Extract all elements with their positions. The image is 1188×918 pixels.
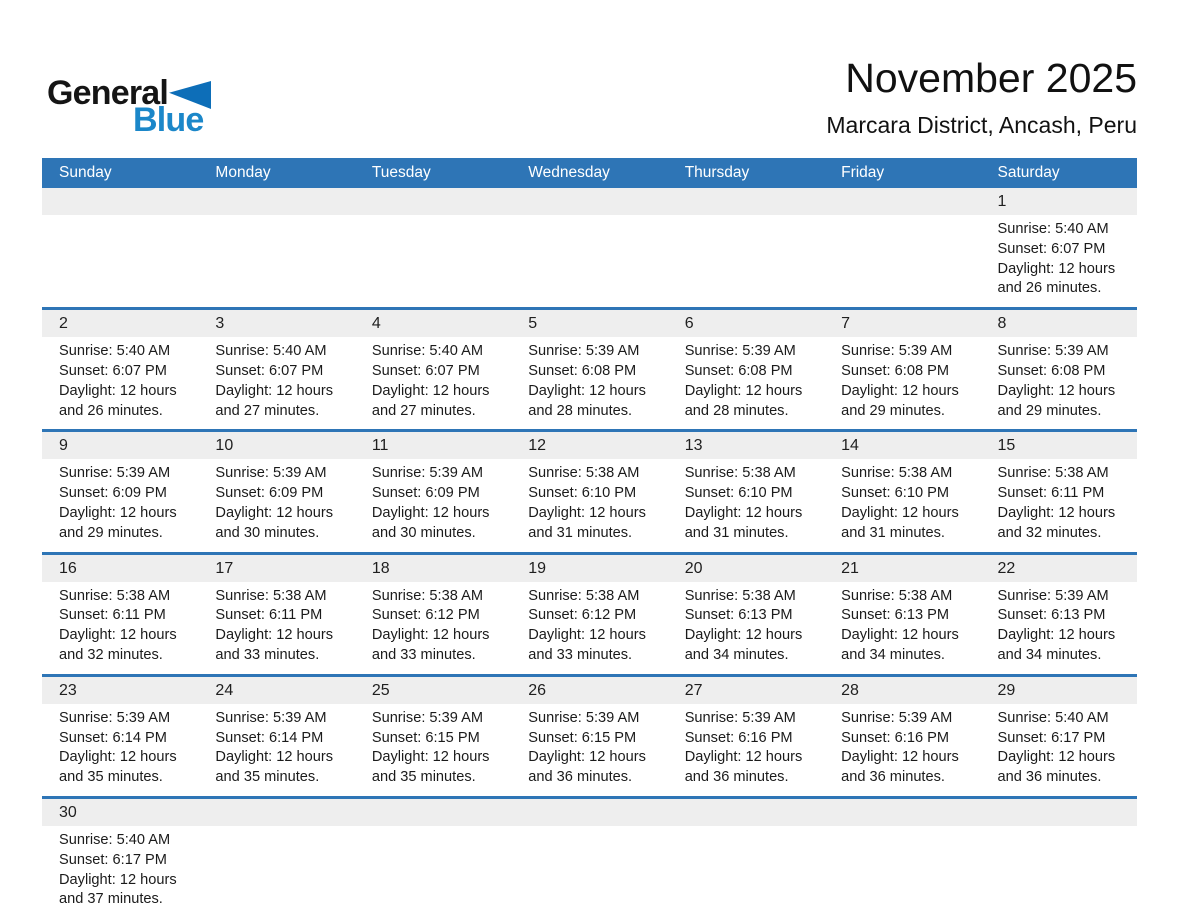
sunset-text: Sunset: 6:14 PM xyxy=(59,729,167,746)
day-details xyxy=(668,826,824,839)
day-details xyxy=(668,459,824,551)
day-cell-19 xyxy=(511,555,667,674)
day-cell-25 xyxy=(355,677,511,796)
empty-cell xyxy=(198,188,354,307)
day-cell-24 xyxy=(198,677,354,796)
empty-cell xyxy=(511,188,667,307)
weekday-header-saturday: Saturday xyxy=(997,164,1060,181)
day-details xyxy=(42,215,198,228)
day-number xyxy=(824,799,980,826)
sunrise-text: Sunrise: 5:38 AM xyxy=(371,587,483,604)
day-cell-27 xyxy=(668,677,824,796)
sunset-text: Sunset: 6:15 PM xyxy=(528,729,637,746)
day-details xyxy=(981,459,1137,551)
sunrise-text: Sunrise: 5:39 AM xyxy=(684,709,796,726)
sunset-text: Sunset: 6:10 PM xyxy=(684,485,793,502)
day-number: 1 xyxy=(981,188,1137,215)
day-details xyxy=(355,704,511,796)
sunset-text: Sunset: 6:07 PM xyxy=(997,240,1106,257)
daylight-text: Daylight: 12 hours and 27 minutes. xyxy=(371,382,490,419)
day-number: 11 xyxy=(355,432,511,459)
sunrise-text: Sunrise: 5:38 AM xyxy=(215,587,327,604)
day-details xyxy=(981,215,1137,307)
daylight-text: Daylight: 12 hours and 33 minutes. xyxy=(371,627,490,663)
day-number xyxy=(668,799,824,826)
daylight-text: Daylight: 12 hours and 31 minutes. xyxy=(841,504,959,541)
day-number: 13 xyxy=(668,432,824,459)
sunset-text: Sunset: 6:09 PM xyxy=(371,485,480,502)
daylight-text: Daylight: 12 hours and 36 minutes. xyxy=(684,749,803,786)
day-number: 16 xyxy=(42,555,198,582)
sunrise-text: Sunrise: 5:39 AM xyxy=(371,465,483,482)
day-number: 15 xyxy=(981,432,1137,459)
day-number: 29 xyxy=(981,677,1137,704)
day-number: 6 xyxy=(668,310,824,337)
day-details xyxy=(511,215,667,228)
daylight-text: Daylight: 12 hours and 37 minutes. xyxy=(59,871,177,908)
sunrise-text: Sunrise: 5:39 AM xyxy=(841,709,953,726)
day-details xyxy=(824,826,980,839)
week-row-3 xyxy=(42,429,1137,551)
daylight-text: Daylight: 12 hours and 31 minutes. xyxy=(684,504,803,541)
sunrise-text: Sunrise: 5:40 AM xyxy=(215,343,327,360)
day-number: 3 xyxy=(198,310,354,337)
day-details xyxy=(511,826,667,839)
day-cell-8 xyxy=(981,310,1137,429)
sunrise-text: Sunrise: 5:38 AM xyxy=(59,587,171,604)
day-number xyxy=(355,188,511,215)
day-number: 30 xyxy=(42,799,198,826)
day-details xyxy=(824,582,980,674)
day-number: 22 xyxy=(981,555,1137,582)
daylight-text: Daylight: 12 hours and 36 minutes. xyxy=(528,749,646,786)
day-details xyxy=(668,582,824,674)
day-cell-16 xyxy=(42,555,198,674)
weekday-header-row xyxy=(42,158,1137,188)
day-details xyxy=(42,704,198,796)
sunset-text: Sunset: 6:08 PM xyxy=(528,362,637,379)
day-number xyxy=(511,799,667,826)
day-details xyxy=(824,215,980,228)
daylight-text: Daylight: 12 hours and 26 minutes. xyxy=(59,382,177,419)
sunrise-text: Sunrise: 5:38 AM xyxy=(841,587,953,604)
empty-cell xyxy=(668,799,824,918)
empty-cell xyxy=(42,188,198,307)
day-details xyxy=(668,215,824,228)
sunrise-text: Sunrise: 5:38 AM xyxy=(684,465,796,482)
day-cell-2 xyxy=(42,310,198,429)
day-details xyxy=(668,337,824,429)
empty-cell xyxy=(198,799,354,918)
daylight-text: Daylight: 12 hours and 30 minutes. xyxy=(371,504,490,541)
day-number xyxy=(198,188,354,215)
day-details xyxy=(981,582,1137,674)
day-number xyxy=(198,799,354,826)
sunrise-text: Sunrise: 5:38 AM xyxy=(684,587,796,604)
day-details xyxy=(981,826,1137,839)
sunset-text: Sunset: 6:07 PM xyxy=(215,362,324,379)
day-number xyxy=(668,188,824,215)
day-number: 8 xyxy=(981,310,1137,337)
daylight-text: Daylight: 12 hours and 36 minutes. xyxy=(841,749,959,786)
sunrise-text: Sunrise: 5:38 AM xyxy=(841,465,953,482)
day-number xyxy=(981,799,1137,826)
day-number: 9 xyxy=(42,432,198,459)
sunrise-text: Sunrise: 5:39 AM xyxy=(215,709,327,726)
day-number xyxy=(511,188,667,215)
empty-cell xyxy=(824,188,980,307)
day-details xyxy=(981,337,1137,429)
day-details xyxy=(355,215,511,228)
calendar xyxy=(42,158,1137,918)
day-number: 5 xyxy=(511,310,667,337)
daylight-text: Daylight: 12 hours and 28 minutes. xyxy=(528,382,646,419)
day-cell-17 xyxy=(198,555,354,674)
day-number: 20 xyxy=(668,555,824,582)
day-number: 28 xyxy=(824,677,980,704)
empty-cell xyxy=(355,799,511,918)
empty-cell xyxy=(355,188,511,307)
day-cell-28 xyxy=(824,677,980,796)
sunset-text: Sunset: 6:09 PM xyxy=(215,485,324,502)
daylight-text: Daylight: 12 hours and 31 minutes. xyxy=(528,504,646,541)
daylight-text: Daylight: 12 hours and 29 minutes. xyxy=(841,382,959,419)
day-details xyxy=(355,459,511,551)
sunrise-text: Sunrise: 5:39 AM xyxy=(997,343,1109,360)
sunrise-text: Sunrise: 5:39 AM xyxy=(528,343,640,360)
day-number: 24 xyxy=(198,677,354,704)
logo xyxy=(47,76,211,137)
sunrise-text: Sunrise: 5:40 AM xyxy=(997,221,1109,237)
week-row-1 xyxy=(42,188,1137,307)
week-row-4 xyxy=(42,552,1137,674)
day-cell-5 xyxy=(511,310,667,429)
sunset-text: Sunset: 6:07 PM xyxy=(371,362,480,379)
day-number: 4 xyxy=(355,310,511,337)
day-details xyxy=(824,459,980,551)
day-details xyxy=(511,337,667,429)
day-number: 17 xyxy=(198,555,354,582)
day-details xyxy=(198,337,354,429)
location-subtitle: Marcara District, Ancash, Peru xyxy=(826,112,1137,139)
day-details xyxy=(355,337,511,429)
day-cell-7 xyxy=(824,310,980,429)
day-details xyxy=(511,704,667,796)
weekday-header-tuesday: Tuesday xyxy=(371,164,431,181)
day-number: 25 xyxy=(355,677,511,704)
day-details xyxy=(42,459,198,551)
day-cell-26 xyxy=(511,677,667,796)
day-details xyxy=(824,704,980,796)
day-details xyxy=(198,826,354,839)
title-block xyxy=(826,57,1137,139)
daylight-text: Daylight: 12 hours and 32 minutes. xyxy=(997,504,1116,541)
sunset-text: Sunset: 6:16 PM xyxy=(841,729,950,746)
day-number xyxy=(42,188,198,215)
day-number: 12 xyxy=(511,432,667,459)
month-title: November 2025 xyxy=(845,55,1137,101)
sunset-text: Sunset: 6:11 PM xyxy=(997,485,1105,502)
day-details xyxy=(668,704,824,796)
sunrise-text: Sunrise: 5:39 AM xyxy=(215,465,327,482)
sunset-text: Sunset: 6:13 PM xyxy=(841,607,950,624)
sunset-text: Sunset: 6:08 PM xyxy=(841,362,950,379)
day-details xyxy=(42,582,198,674)
weekday-header-friday: Friday xyxy=(841,164,885,181)
day-details xyxy=(355,582,511,674)
sunrise-text: Sunrise: 5:40 AM xyxy=(59,343,171,360)
day-details xyxy=(198,704,354,796)
day-number: 14 xyxy=(824,432,980,459)
day-details xyxy=(42,826,198,918)
daylight-text: Daylight: 12 hours and 34 minutes. xyxy=(997,627,1116,663)
day-details xyxy=(824,337,980,429)
sunrise-text: Sunrise: 5:39 AM xyxy=(997,587,1109,604)
weekday-header-thursday: Thursday xyxy=(684,164,750,181)
day-cell-6 xyxy=(668,310,824,429)
empty-cell xyxy=(824,799,980,918)
daylight-text: Daylight: 12 hours and 27 minutes. xyxy=(215,382,334,419)
day-number xyxy=(355,799,511,826)
day-number: 18 xyxy=(355,555,511,582)
sunrise-text: Sunrise: 5:39 AM xyxy=(371,709,483,726)
weekday-header-monday: Monday xyxy=(215,164,271,181)
week-row-2 xyxy=(42,307,1137,429)
daylight-text: Daylight: 12 hours and 29 minutes. xyxy=(59,504,177,541)
day-cell-10 xyxy=(198,432,354,551)
day-cell-11 xyxy=(355,432,511,551)
day-details xyxy=(511,582,667,674)
sunrise-text: Sunrise: 5:39 AM xyxy=(59,465,171,482)
sunset-text: Sunset: 6:17 PM xyxy=(997,729,1106,746)
day-cell-3 xyxy=(198,310,354,429)
day-cell-30 xyxy=(42,799,198,918)
sunrise-text: Sunrise: 5:39 AM xyxy=(684,343,796,360)
day-cell-18 xyxy=(355,555,511,674)
sunset-text: Sunset: 6:16 PM xyxy=(684,729,793,746)
sunrise-text: Sunrise: 5:39 AM xyxy=(841,343,953,360)
sunset-text: Sunset: 6:08 PM xyxy=(997,362,1106,379)
day-cell-4 xyxy=(355,310,511,429)
daylight-text: Daylight: 12 hours and 35 minutes. xyxy=(371,749,490,786)
sunset-text: Sunset: 6:10 PM xyxy=(528,485,637,502)
weekday-header-sunday: Sunday xyxy=(59,164,112,181)
day-cell-20 xyxy=(668,555,824,674)
sunset-text: Sunset: 6:09 PM xyxy=(59,485,167,502)
day-details xyxy=(511,459,667,551)
week-row-5 xyxy=(42,674,1137,796)
daylight-text: Daylight: 12 hours and 32 minutes. xyxy=(59,627,177,663)
sunset-text: Sunset: 6:11 PM xyxy=(215,607,323,624)
sunset-text: Sunset: 6:12 PM xyxy=(371,607,480,624)
daylight-text: Daylight: 12 hours and 34 minutes. xyxy=(684,627,803,663)
daylight-text: Daylight: 12 hours and 30 minutes. xyxy=(215,504,334,541)
day-number: 21 xyxy=(824,555,980,582)
day-cell-12 xyxy=(511,432,667,551)
empty-cell xyxy=(981,799,1137,918)
week-row-6 xyxy=(42,796,1137,918)
sunrise-text: Sunrise: 5:40 AM xyxy=(59,831,171,848)
logo-general-text: General xyxy=(47,74,169,112)
sunrise-text: Sunrise: 5:39 AM xyxy=(528,709,640,726)
daylight-text: Daylight: 12 hours and 35 minutes. xyxy=(59,749,177,786)
empty-cell xyxy=(668,188,824,307)
day-details xyxy=(981,704,1137,796)
sunset-text: Sunset: 6:10 PM xyxy=(841,485,950,502)
sunrise-text: Sunrise: 5:40 AM xyxy=(371,343,483,360)
daylight-text: Daylight: 12 hours and 26 minutes. xyxy=(997,260,1116,297)
sunset-text: Sunset: 6:07 PM xyxy=(59,362,167,379)
day-number: 23 xyxy=(42,677,198,704)
daylight-text: Daylight: 12 hours and 28 minutes. xyxy=(684,382,803,419)
sunrise-text: Sunrise: 5:38 AM xyxy=(528,587,640,604)
empty-cell xyxy=(511,799,667,918)
logo-blue-text: Blue xyxy=(133,101,204,139)
weeks xyxy=(42,188,1137,918)
day-number xyxy=(824,188,980,215)
daylight-text: Daylight: 12 hours and 36 minutes. xyxy=(997,749,1116,786)
sunrise-text: Sunrise: 5:40 AM xyxy=(997,709,1109,726)
sunset-text: Sunset: 6:14 PM xyxy=(215,729,324,746)
day-cell-13 xyxy=(668,432,824,551)
day-details xyxy=(198,582,354,674)
day-cell-1 xyxy=(981,188,1137,307)
day-cell-14 xyxy=(824,432,980,551)
weekday-header-wednesday: Wednesday xyxy=(528,164,610,181)
day-cell-9 xyxy=(42,432,198,551)
day-number: 7 xyxy=(824,310,980,337)
day-cell-15 xyxy=(981,432,1137,551)
sunset-text: Sunset: 6:13 PM xyxy=(997,607,1106,624)
sunset-text: Sunset: 6:11 PM xyxy=(59,607,166,624)
day-details xyxy=(198,459,354,551)
day-cell-29 xyxy=(981,677,1137,796)
sunset-text: Sunset: 6:12 PM xyxy=(528,607,637,624)
sunset-text: Sunset: 6:15 PM xyxy=(371,729,480,746)
sunrise-text: Sunrise: 5:38 AM xyxy=(997,465,1109,482)
sunset-text: Sunset: 6:08 PM xyxy=(684,362,793,379)
daylight-text: Daylight: 12 hours and 35 minutes. xyxy=(215,749,334,786)
day-cell-23 xyxy=(42,677,198,796)
daylight-text: Daylight: 12 hours and 34 minutes. xyxy=(841,627,959,663)
day-number: 10 xyxy=(198,432,354,459)
sunset-text: Sunset: 6:13 PM xyxy=(684,607,793,624)
day-number: 26 xyxy=(511,677,667,704)
sunrise-text: Sunrise: 5:39 AM xyxy=(59,709,171,726)
day-details xyxy=(198,215,354,228)
day-cell-21 xyxy=(824,555,980,674)
daylight-text: Daylight: 12 hours and 33 minutes. xyxy=(215,627,334,663)
day-number: 27 xyxy=(668,677,824,704)
day-details xyxy=(42,337,198,429)
sunrise-text: Sunrise: 5:38 AM xyxy=(528,465,640,482)
day-number: 2 xyxy=(42,310,198,337)
day-cell-22 xyxy=(981,555,1137,674)
day-number: 19 xyxy=(511,555,667,582)
day-details xyxy=(355,826,511,839)
daylight-text: Daylight: 12 hours and 33 minutes. xyxy=(528,627,646,663)
sunset-text: Sunset: 6:17 PM xyxy=(59,851,167,868)
daylight-text: Daylight: 12 hours and 29 minutes. xyxy=(997,382,1116,419)
